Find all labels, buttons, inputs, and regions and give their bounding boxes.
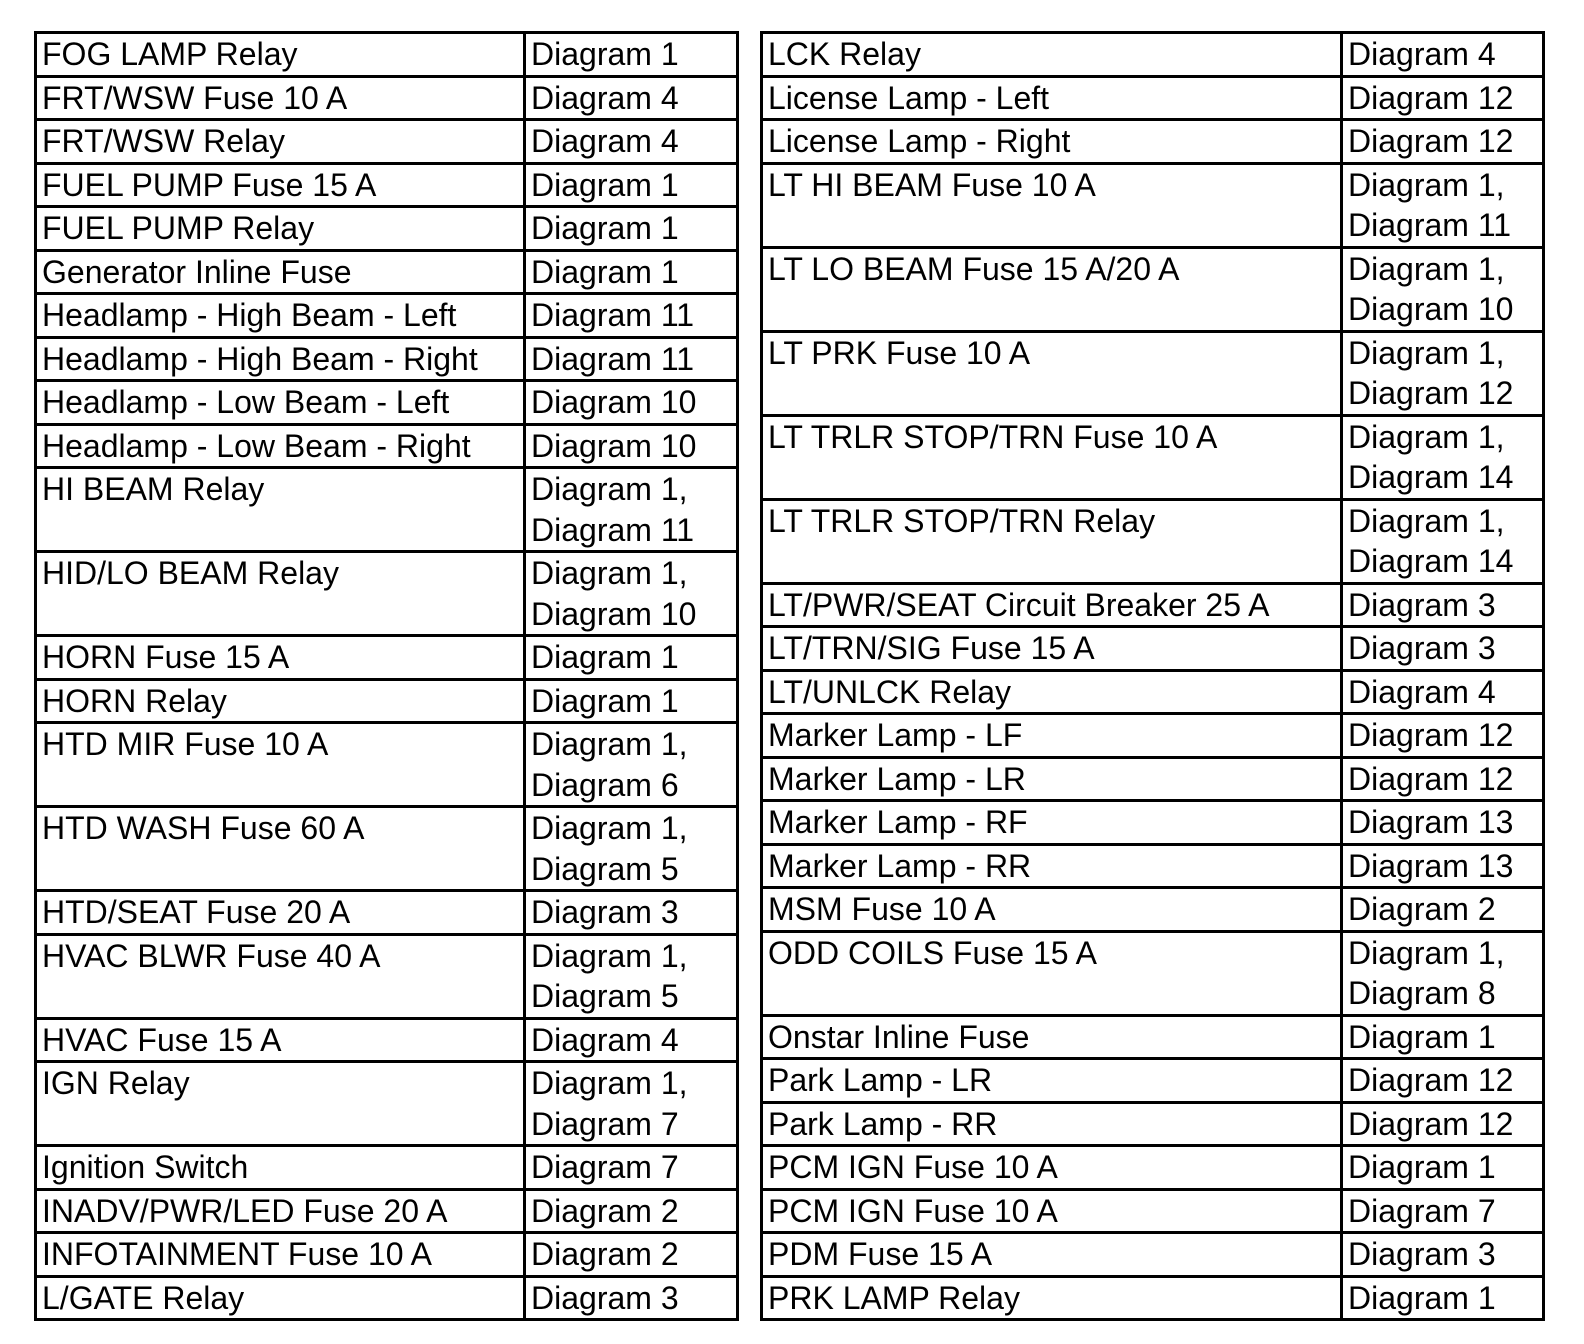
- diagram-ref: Diagram 12: [1348, 375, 1514, 411]
- table-row: [36, 381, 738, 425]
- diagram-ref-cell: [525, 294, 738, 338]
- diagram-ref: Diagram 7: [531, 1149, 679, 1185]
- component-index-table-right: [760, 31, 1545, 1321]
- diagram-ref: Diagram 1,: [531, 726, 688, 762]
- diagram-ref: Diagram 7: [1348, 1192, 1496, 1229]
- diagram-ref: Diagram 4: [531, 1021, 679, 1058]
- component-name-cell: LT LO BEAM Fuse 15 A/20 A: [762, 247, 1342, 331]
- table-row: [762, 757, 1544, 801]
- table-row: [762, 499, 1544, 583]
- table-row: [762, 76, 1544, 120]
- diagram-ref-cell: [1342, 888, 1544, 932]
- diagram-ref: Diagram 10: [531, 384, 697, 420]
- diagram-ref: Diagram 3: [1348, 586, 1496, 623]
- diagram-ref-cell: [1342, 1146, 1544, 1190]
- diagram-ref: Diagram 2: [531, 1236, 679, 1272]
- diagram-ref-cell: [525, 424, 738, 468]
- diagram-ref: Diagram 1,: [1348, 166, 1505, 203]
- component-name-cell: Headlamp - High Beam - Right: [36, 337, 525, 381]
- diagram-ref-cell: [1342, 33, 1544, 77]
- diagram-ref: Diagram 1,: [531, 471, 688, 507]
- component-name-cell: HVAC BLWR Fuse 40 A: [36, 934, 525, 1018]
- table-row: [762, 714, 1544, 758]
- component-name-cell: Onstar Inline Fuse: [762, 1015, 1342, 1059]
- table-row: [762, 888, 1544, 932]
- table-row: [36, 1146, 738, 1190]
- diagram-ref-cell: [525, 807, 738, 891]
- component-name-cell: FUEL PUMP Relay: [36, 207, 525, 251]
- diagram-ref-cell: [525, 163, 738, 207]
- component-name-cell: Park Lamp - LR: [762, 1059, 1342, 1103]
- diagram-ref-cell: [525, 891, 738, 935]
- diagram-ref-cell: [525, 381, 738, 425]
- component-name-cell: HTD WASH Fuse 60 A: [36, 807, 525, 891]
- diagram-ref-cell: [525, 636, 738, 680]
- component-name-cell: HTD MIR Fuse 10 A: [36, 723, 525, 807]
- diagram-ref-cell: [1342, 1059, 1544, 1103]
- component-name-cell: LT TRLR STOP/TRN Relay: [762, 499, 1342, 583]
- diagram-ref-cell: [1342, 120, 1544, 164]
- diagram-ref: Diagram 1,: [531, 1065, 688, 1101]
- component-index-table-left: [34, 31, 739, 1321]
- component-name-cell: IGN Relay: [36, 1062, 525, 1146]
- diagram-ref: Diagram 11: [1348, 207, 1512, 243]
- component-name-cell: LT TRLR STOP/TRN Fuse 10 A: [762, 415, 1342, 499]
- diagram-ref: Diagram 4: [531, 79, 679, 116]
- diagram-ref-cell: [1342, 1233, 1544, 1277]
- diagram-ref-cell: [525, 250, 738, 294]
- diagram-ref: Diagram 13: [1348, 847, 1514, 884]
- diagram-ref: Diagram 3: [1348, 1236, 1496, 1272]
- diagram-ref-cell: [1342, 583, 1544, 627]
- component-name-cell: HORN Relay: [36, 679, 525, 723]
- diagram-ref: Diagram 5: [531, 978, 679, 1014]
- diagram-ref-cell: [525, 1233, 738, 1277]
- component-name-cell: FRT/WSW Fuse 10 A: [36, 76, 525, 120]
- table-row: [36, 1276, 738, 1320]
- component-name-cell: Marker Lamp - RF: [762, 801, 1342, 845]
- diagram-ref: Diagram 1,: [1348, 934, 1505, 971]
- table-row: [762, 120, 1544, 164]
- component-name-cell: FOG LAMP Relay: [36, 33, 525, 77]
- table-row: [36, 250, 738, 294]
- table-row: [762, 33, 1544, 77]
- diagram-ref-cell: [525, 552, 738, 636]
- diagram-ref-cell: [1342, 670, 1544, 714]
- component-index-page: [34, 31, 1556, 1316]
- table-row: [36, 337, 738, 381]
- component-name-cell: PCM IGN Fuse 10 A: [762, 1146, 1342, 1190]
- diagram-ref-cell: [1342, 1102, 1544, 1146]
- table-row: [762, 670, 1544, 714]
- diagram-ref: Diagram 13: [1348, 804, 1514, 840]
- component-name-cell: HORN Fuse 15 A: [36, 636, 525, 680]
- table-row: [762, 1233, 1544, 1277]
- diagram-ref: Diagram 10: [531, 595, 697, 632]
- diagram-ref: Diagram 14: [1348, 459, 1514, 495]
- diagram-ref: Diagram 12: [1348, 123, 1514, 159]
- diagram-ref: Diagram 8: [1348, 975, 1496, 1011]
- diagram-ref: Diagram 7: [531, 1105, 679, 1142]
- table-row: [762, 627, 1544, 671]
- component-name-cell: Park Lamp - RR: [762, 1102, 1342, 1146]
- diagram-ref: Diagram 12: [1348, 1105, 1514, 1142]
- component-name-cell: Marker Lamp - RR: [762, 844, 1342, 888]
- diagram-ref: Diagram 5: [531, 850, 679, 887]
- table-row: [762, 1189, 1544, 1233]
- diagram-ref-cell: [1342, 757, 1544, 801]
- component-name-cell: LT PRK Fuse 10 A: [762, 331, 1342, 415]
- diagram-ref: Diagram 14: [1348, 543, 1514, 579]
- diagram-ref: Diagram 1: [531, 639, 679, 675]
- diagram-ref: Diagram 1: [531, 682, 679, 719]
- component-name-cell: Marker Lamp - LR: [762, 757, 1342, 801]
- table-row: [36, 468, 738, 552]
- component-name-cell: INADV/PWR/LED Fuse 20 A: [36, 1189, 525, 1233]
- component-name-cell: LT/TRN/SIG Fuse 15 A: [762, 627, 1342, 671]
- diagram-ref-cell: [1342, 247, 1544, 331]
- table-row: [36, 1062, 738, 1146]
- table-row: [762, 1015, 1544, 1059]
- diagram-ref: Diagram 1: [531, 166, 679, 203]
- diagram-ref-cell: [525, 679, 738, 723]
- diagram-ref: Diagram 6: [531, 766, 679, 803]
- component-name-cell: Headlamp - Low Beam - Left: [36, 381, 525, 425]
- diagram-ref: Diagram 11: [531, 297, 695, 333]
- diagram-ref-cell: [525, 207, 738, 251]
- diagram-ref-cell: [525, 76, 738, 120]
- table-row: [762, 1102, 1544, 1146]
- diagram-ref-cell: [1342, 415, 1544, 499]
- diagram-ref-cell: [1342, 714, 1544, 758]
- diagram-ref-cell: [525, 1276, 738, 1320]
- table-row: [762, 931, 1544, 1015]
- table-row: [36, 636, 738, 680]
- table-row: [36, 424, 738, 468]
- diagram-ref-cell: [1342, 801, 1544, 845]
- component-name-cell: Headlamp - Low Beam - Right: [36, 424, 525, 468]
- diagram-ref: Diagram 12: [1348, 1062, 1514, 1098]
- diagram-ref: Diagram 2: [1348, 891, 1496, 927]
- diagram-ref-cell: [525, 723, 738, 807]
- component-name-cell: MSM Fuse 10 A: [762, 888, 1342, 932]
- diagram-ref: Diagram 12: [1348, 79, 1514, 116]
- table-row: [36, 1018, 738, 1062]
- diagram-ref: Diagram 4: [531, 123, 679, 159]
- diagram-ref-cell: [1342, 1015, 1544, 1059]
- diagram-ref-cell: [525, 337, 738, 381]
- component-name-cell: Ignition Switch: [36, 1146, 525, 1190]
- component-name-cell: HTD/SEAT Fuse 20 A: [36, 891, 525, 935]
- component-name-cell: LT/UNLCK Relay: [762, 670, 1342, 714]
- diagram-ref: Diagram 2: [531, 1192, 679, 1229]
- component-name-cell: Generator Inline Fuse: [36, 250, 525, 294]
- component-name-cell: License Lamp - Left: [762, 76, 1342, 120]
- diagram-ref: Diagram 1: [531, 253, 679, 290]
- diagram-ref: Diagram 1,: [1348, 502, 1505, 539]
- table-row: [36, 552, 738, 636]
- right-table-body: [762, 33, 1544, 1320]
- table-row: [36, 33, 738, 77]
- diagram-ref: Diagram 1,: [531, 937, 688, 974]
- table-row: [762, 1146, 1544, 1190]
- diagram-ref-cell: [1342, 499, 1544, 583]
- left-table-body: [36, 33, 738, 1320]
- table-row: [36, 1233, 738, 1277]
- component-name-cell: License Lamp - Right: [762, 120, 1342, 164]
- diagram-ref-cell: [525, 33, 738, 77]
- table-row: [762, 844, 1544, 888]
- component-name-cell: LT/PWR/SEAT Circuit Breaker 25 A: [762, 583, 1342, 627]
- component-name-cell: PRK LAMP Relay: [762, 1276, 1342, 1320]
- table-row: [36, 723, 738, 807]
- component-name-cell: Marker Lamp - LF: [762, 714, 1342, 758]
- diagram-ref-cell: [525, 934, 738, 1018]
- table-row: [762, 1059, 1544, 1103]
- component-name-cell: ODD COILS Fuse 15 A: [762, 931, 1342, 1015]
- diagram-ref: Diagram 1,: [1348, 250, 1505, 287]
- table-row: [36, 891, 738, 935]
- table-row: [36, 207, 738, 251]
- diagram-ref-cell: [1342, 627, 1544, 671]
- diagram-ref: Diagram 3: [531, 1279, 679, 1316]
- diagram-ref: Diagram 12: [1348, 717, 1514, 753]
- component-name-cell: FUEL PUMP Fuse 15 A: [36, 163, 525, 207]
- component-name-cell: LCK Relay: [762, 33, 1342, 77]
- table-row: [762, 801, 1544, 845]
- table-row: [762, 331, 1544, 415]
- diagram-ref: Diagram 4: [1348, 36, 1496, 72]
- table-row: [36, 294, 738, 338]
- diagram-ref: Diagram 11: [531, 340, 695, 377]
- diagram-ref: Diagram 1: [531, 36, 679, 72]
- table-row: [36, 163, 738, 207]
- diagram-ref: Diagram 3: [1348, 630, 1496, 666]
- diagram-ref: Diagram 1: [1348, 1279, 1496, 1316]
- component-name-cell: INFOTAINMENT Fuse 10 A: [36, 1233, 525, 1277]
- table-row: [36, 1189, 738, 1233]
- table-row: [762, 1276, 1544, 1320]
- component-name-cell: L/GATE Relay: [36, 1276, 525, 1320]
- diagram-ref: Diagram 10: [531, 427, 697, 464]
- diagram-ref-cell: [1342, 1276, 1544, 1320]
- component-name-cell: LT HI BEAM Fuse 10 A: [762, 163, 1342, 247]
- diagram-ref-cell: [1342, 76, 1544, 120]
- table-row: [762, 247, 1544, 331]
- diagram-ref: Diagram 1,: [531, 810, 688, 846]
- table-row: [36, 934, 738, 1018]
- diagram-ref: Diagram 1: [1348, 1018, 1496, 1055]
- component-name-cell: HVAC Fuse 15 A: [36, 1018, 525, 1062]
- diagram-ref: Diagram 4: [1348, 673, 1496, 710]
- diagram-ref: Diagram 10: [1348, 291, 1514, 327]
- component-name-cell: PCM IGN Fuse 10 A: [762, 1189, 1342, 1233]
- table-row: [36, 76, 738, 120]
- diagram-ref: Diagram 1,: [1348, 334, 1505, 371]
- diagram-ref: Diagram 12: [1348, 760, 1514, 797]
- diagram-ref-cell: [525, 1146, 738, 1190]
- table-row: [762, 415, 1544, 499]
- diagram-ref: Diagram 1: [1348, 1149, 1496, 1185]
- table-row: [36, 807, 738, 891]
- diagram-ref-cell: [1342, 844, 1544, 888]
- diagram-ref: Diagram 1: [531, 210, 679, 246]
- diagram-ref-cell: [525, 1062, 738, 1146]
- component-name-cell: HID/LO BEAM Relay: [36, 552, 525, 636]
- diagram-ref: Diagram 1,: [531, 555, 688, 591]
- diagram-ref-cell: [525, 1189, 738, 1233]
- table-row: [762, 583, 1544, 627]
- diagram-ref: Diagram 1,: [1348, 418, 1505, 455]
- component-name-cell: Headlamp - High Beam - Left: [36, 294, 525, 338]
- diagram-ref-cell: [525, 1018, 738, 1062]
- diagram-ref: Diagram 11: [531, 511, 695, 548]
- diagram-ref: Diagram 3: [531, 894, 679, 930]
- diagram-ref-cell: [525, 468, 738, 552]
- component-name-cell: HI BEAM Relay: [36, 468, 525, 552]
- diagram-ref-cell: [1342, 163, 1544, 247]
- component-name-cell: FRT/WSW Relay: [36, 120, 525, 164]
- diagram-ref-cell: [1342, 1189, 1544, 1233]
- diagram-ref-cell: [525, 120, 738, 164]
- diagram-ref-cell: [1342, 331, 1544, 415]
- table-row: [36, 120, 738, 164]
- diagram-ref-cell: [1342, 931, 1544, 1015]
- table-row: [762, 163, 1544, 247]
- table-row: [36, 679, 738, 723]
- component-name-cell: PDM Fuse 15 A: [762, 1233, 1342, 1277]
